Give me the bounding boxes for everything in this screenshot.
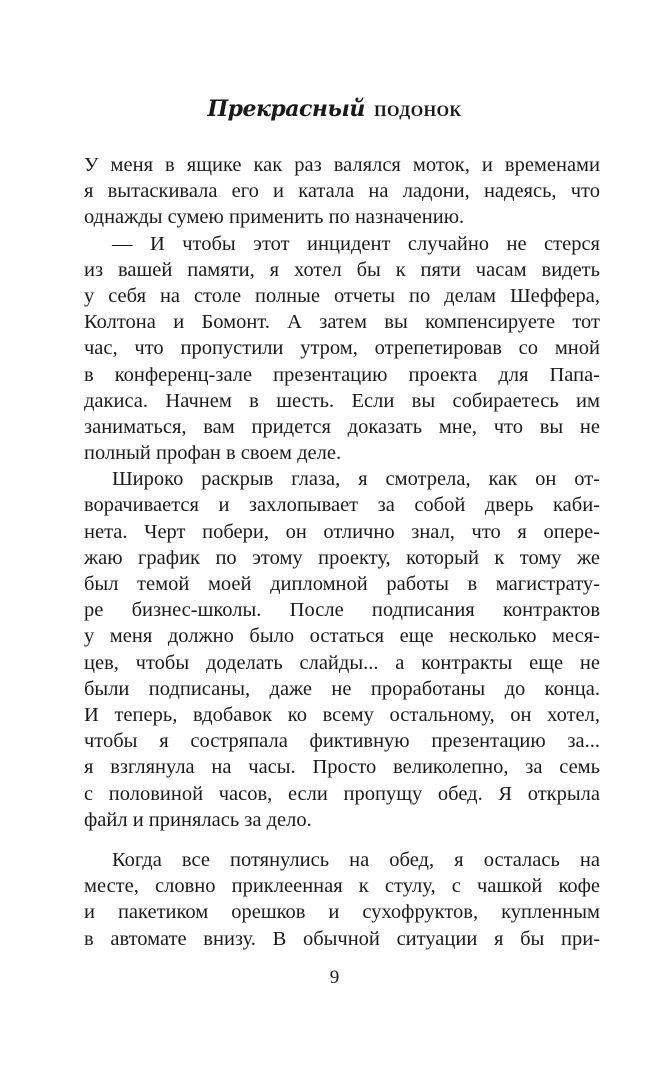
text-line: в автомате внизу. В обычной ситуации я бы при- [84, 927, 600, 950]
text-block-section [84, 847, 600, 952]
running-head-title-caps: ПОДОНОК [374, 103, 462, 120]
text-line: однажды сумею применить по назначению. [84, 206, 465, 229]
text-line: Колтона и Бомонт. А затем вы компенсируете тот [84, 311, 600, 334]
text-line: нета. Черт побери, он отлично знал, что я опере- [84, 520, 600, 543]
text-line: из вашей памяти, я хотел бы к пяти часам видеть [84, 258, 600, 281]
text-line: И теперь, вдобавок ко всему остальному, он хотел, [84, 703, 600, 726]
text-line: у себя на столе полные отчеты по делам Шеффера, [84, 284, 600, 307]
text-line: Широко раскрыв глаза, я смотрела, как он от- [112, 468, 600, 491]
text-line: я взглянула на часы. Просто великолепно, за семь [84, 756, 600, 779]
text-line: — И чтобы этот инцидент случайно не стерся [112, 232, 600, 255]
text-line: файл и принялась за дело. [84, 808, 312, 831]
text-line: был темой моей дипломной работы в магистрату- [84, 573, 600, 595]
text-line: жаю график по этому проекту, который к тому же [84, 546, 600, 569]
text-line: Когда все потянулись на обед, я осталась на [112, 849, 600, 871]
text-line: ворачивается и захлопывает за собой дверь каби- [84, 494, 600, 517]
text-line: я вытаскивала его и катала на ладони, надеясь, что [84, 180, 600, 203]
text-line: заниматься, вам придется доказать мне, что вы не [84, 415, 600, 438]
text-line: с половиной часов, если пропущу обед. Я открыла [84, 782, 600, 805]
text-line: были подписаны, даже не проработаны до конца. [84, 677, 600, 700]
text-line: дакиса. Начнем в шесть. Если вы собираетесь им [84, 389, 600, 412]
text-line: цев, чтобы доделать слайды... а контракты еще не [84, 651, 600, 674]
text-line: в конференц-зале презентацию проекта для Папа- [84, 363, 600, 386]
text-block-main [84, 152, 600, 833]
text-line: чтобы я состряпала фиктивную презентацию за... [84, 730, 600, 753]
text-line: и пакетиком орешков и сухофруктов, купленным [84, 901, 600, 924]
text-line: месте, словно приклеенная к стулу, с чашкой кофе [84, 875, 600, 898]
running-head-title-script: Прекрасный [207, 96, 365, 122]
text-line: полный профан в своем деле. [84, 442, 342, 465]
running-head [0, 96, 669, 125]
text-line: У меня в ящике как раз валялся моток, и временами [84, 154, 600, 176]
text-line: ре бизнес-школы. После подписания контрактов [84, 599, 600, 622]
text-line: час, что пропустили утром, отрепетировав со мной [84, 337, 600, 360]
text-line: у меня должно было остаться еще несколько меся- [84, 625, 600, 648]
page-number: 9 [329, 967, 340, 988]
